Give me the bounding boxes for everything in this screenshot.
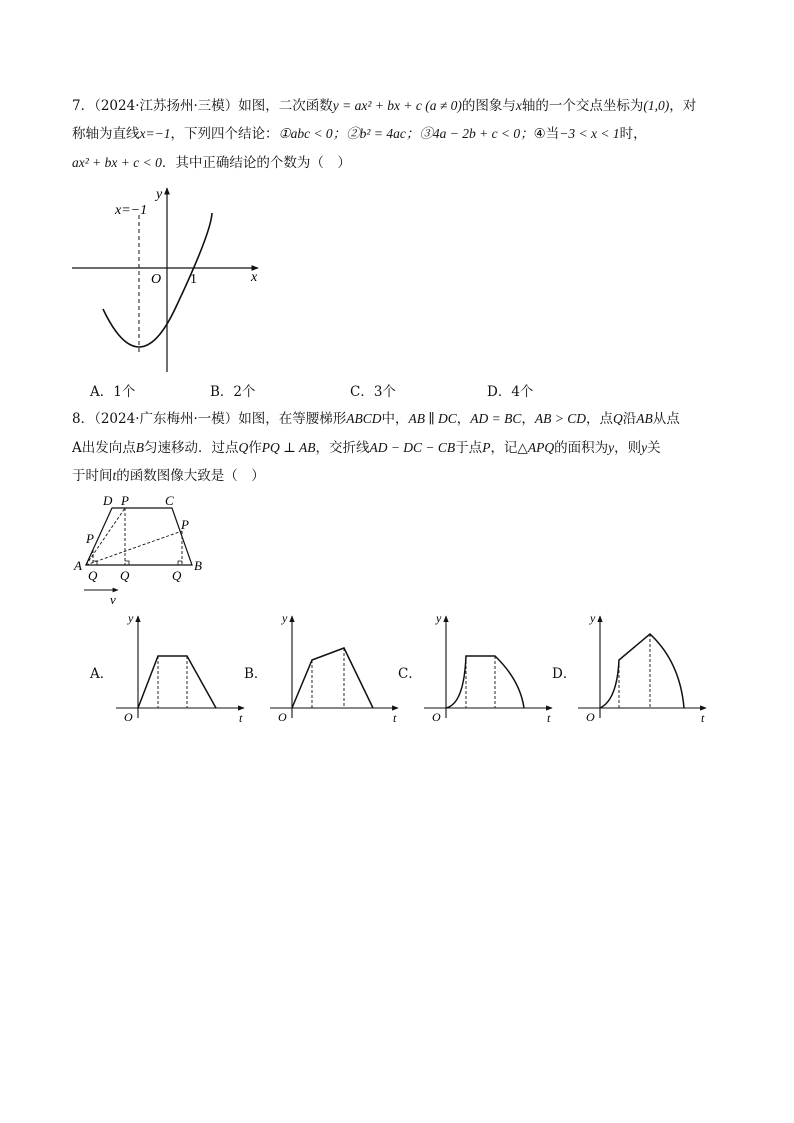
q8-option-graphs xyxy=(0,600,794,730)
q8-line-2 xyxy=(72,438,661,458)
q8-text: ， xyxy=(521,411,535,427)
q8-graph-d xyxy=(578,611,706,725)
q8-graph-b-origin: O xyxy=(278,710,287,724)
q8-label-q3: Q xyxy=(172,568,182,583)
q8-relation-2: AD = BC xyxy=(470,411,522,426)
q8-label-p-right: P xyxy=(181,517,189,532)
q8-graph-b-y-label: y xyxy=(282,611,288,625)
q7-text: 的图象与 xyxy=(461,98,516,114)
q8-trapezoid-figure xyxy=(0,488,260,608)
q7-text: ，下列四个结论： xyxy=(170,126,279,142)
q7-option-d[interactable]: D．4个 xyxy=(487,384,534,400)
q8-graph-d-curve xyxy=(600,634,684,708)
q8-text: 于点 xyxy=(455,440,483,456)
q8-point-q: Q xyxy=(613,411,623,426)
q8-graph-c xyxy=(424,611,552,725)
q8-text: A出发向点 xyxy=(72,440,136,456)
q8-text: ，则 xyxy=(614,440,642,456)
q7-option-a[interactable]: A．1个 xyxy=(90,384,136,400)
q8-graph-a-origin: O xyxy=(124,710,133,724)
q7-option-c[interactable]: C．3个 xyxy=(350,384,396,400)
q8-option-a[interactable]: A． xyxy=(90,666,114,682)
q7-inequality: ax² + bx + c < 0 xyxy=(72,155,162,170)
q8-perpendicular: PQ ⊥ AB xyxy=(261,440,316,455)
q8-text: 如图，在等腰梯形 xyxy=(238,411,347,427)
q8-trapezoid-shape xyxy=(86,508,192,565)
q7-option-b[interactable]: B．2个 xyxy=(210,384,256,400)
q8-line-1 xyxy=(72,409,680,429)
q8-relation-1: AB ∥ DC xyxy=(408,411,457,426)
q8-var-y: y xyxy=(641,440,648,455)
q8-text: 匀速移动．过点 xyxy=(144,440,239,456)
q8-text: ，记△ xyxy=(490,440,528,456)
q8-graph-c-t-label: t xyxy=(547,711,551,725)
q8-label-a: A xyxy=(74,558,82,573)
q8-var-y: y xyxy=(608,440,615,455)
q7-origin-label: O xyxy=(151,272,162,287)
q8-dash-3 xyxy=(86,531,182,565)
q8-graph-b xyxy=(270,611,398,725)
q8-graph-a-t-label: t xyxy=(239,711,243,725)
q7-text: ，对 xyxy=(669,98,697,114)
q7-xvar: x xyxy=(515,98,522,113)
q7-conclusion-4-range: −3 < x < 1 xyxy=(559,126,620,141)
q7-text: 如图，二次函数 xyxy=(238,98,333,114)
q8-label-d: D xyxy=(103,493,113,508)
q8-graph-b-t-label: t xyxy=(393,711,397,725)
q8-trapezoid: ABCD xyxy=(346,411,382,426)
q7-point: (1,0) xyxy=(643,98,670,113)
q7-x-label: x xyxy=(251,270,258,285)
q8-label-q1: Q xyxy=(88,568,98,583)
q8-var-t: t xyxy=(112,468,117,483)
q7-source: （2024·江苏扬州·三模） xyxy=(94,98,239,114)
q7-text: ．其中正确结论的个数为（ ） xyxy=(161,155,351,171)
q8-graph-d-t-label: t xyxy=(701,711,705,725)
q8-path: AD − DC − CB xyxy=(369,440,456,455)
q8-point-b: B xyxy=(135,440,144,455)
q8-graph-c-origin: O xyxy=(432,710,441,724)
q8-line-3 xyxy=(72,466,265,486)
q8-segment-ab: AB xyxy=(636,411,653,426)
q7-conclusion-1: ①abc < 0； xyxy=(278,126,347,141)
q8-option-b[interactable]: B． xyxy=(244,666,268,682)
q8-text: 作 xyxy=(248,440,262,456)
q8-label-p-left: P xyxy=(86,531,94,546)
q8-graph-c-y-label: y xyxy=(436,611,442,625)
q8-label-c: C xyxy=(165,493,174,508)
q7-conclusion-4: ④当 xyxy=(533,126,560,142)
q8-text: 关 xyxy=(647,440,661,456)
q8-text: 从点 xyxy=(652,411,680,427)
q7-text: 轴的一个交点坐标为 xyxy=(521,98,644,114)
q8-text: ，点 xyxy=(586,411,613,427)
q7-one-label: 1 xyxy=(190,272,197,287)
q8-label-v: v xyxy=(110,592,116,607)
q8-graph-c-curve xyxy=(446,656,524,708)
q8-option-d[interactable]: D． xyxy=(552,666,577,682)
q7-conclusion-3: ③4a − 2b + c < 0； xyxy=(419,126,534,141)
q7-conclusion-2: ②b² = 4ac； xyxy=(346,126,420,141)
q8-text: 沿 xyxy=(622,411,637,427)
q8-relation-3: AB > CD xyxy=(534,411,586,426)
q8-text: 的面积为 xyxy=(554,440,609,456)
q8-text: ， xyxy=(456,411,471,427)
q8-point-p: P xyxy=(482,440,491,455)
q7-parabola-figure xyxy=(0,0,794,420)
q7-axis: x=−1 xyxy=(139,126,171,141)
q8-text: 中， xyxy=(381,411,409,427)
q8-source: （2024·广东梅州·一模） xyxy=(94,411,239,427)
q7-text: 称轴为直线 xyxy=(72,126,140,142)
q8-text: 于时间 xyxy=(72,468,113,484)
q8-label-p-top: P xyxy=(121,493,129,508)
q7-symmetry-label: x=−1 xyxy=(115,203,148,218)
q8-graph-a xyxy=(116,611,244,725)
q8-option-c[interactable]: C． xyxy=(398,666,422,682)
q7-text: 时， xyxy=(619,126,647,142)
q8-graph-a-y-label: y xyxy=(128,611,134,625)
q7-function: y = ax² + bx + c (a ≠ 0) xyxy=(332,98,462,113)
q7-y-label: y xyxy=(156,187,163,202)
q8-triangle: APQ xyxy=(527,440,555,455)
q8-graph-d-origin: O xyxy=(586,710,595,724)
q8-graph-d-y-label: y xyxy=(590,611,596,625)
q8-graph-b-curve xyxy=(292,648,373,708)
q8-point-q: Q xyxy=(238,440,249,455)
q8-label-q2: Q xyxy=(120,568,130,583)
q8-text: ，交折线 xyxy=(315,440,370,456)
q8-label-b: B xyxy=(194,558,202,573)
q8-number: 8． xyxy=(72,411,95,427)
q8-text: 的函数图像大致是（ ） xyxy=(116,468,265,484)
q7-number: 7． xyxy=(72,98,95,114)
q8-graph-a-curve xyxy=(138,656,216,708)
